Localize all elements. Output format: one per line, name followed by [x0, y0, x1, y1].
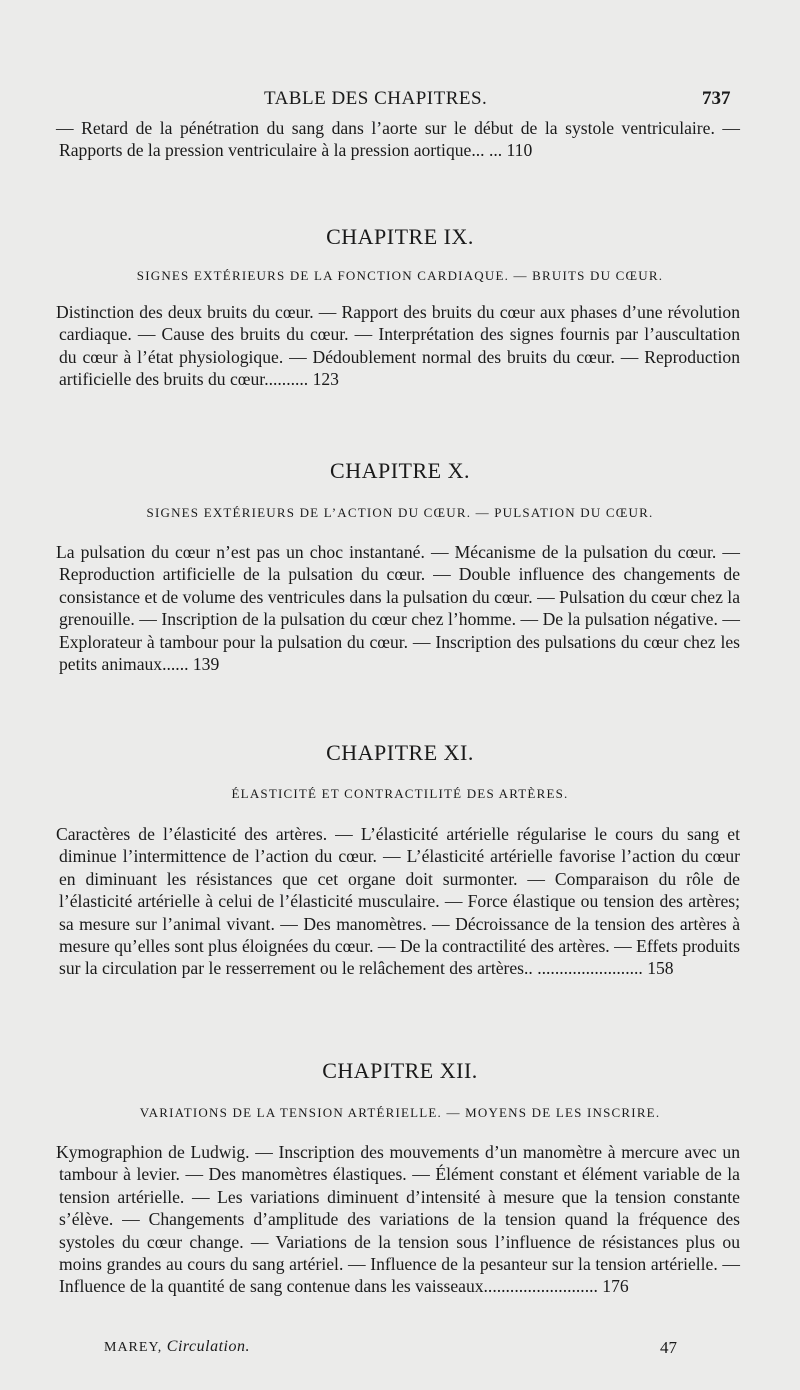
work-title: Circulation. — [166, 1338, 250, 1355]
chapter-10-subtitle: SIGNES EXTÉRIEURS DE L’ACTION DU CŒUR. — PULSATION DU CŒUR. — [146, 505, 654, 520]
chapter-11-subtitle: ÉLASTICITÉ ET CONTRACTILITÉ DES ARTÈRES. — [231, 786, 569, 801]
chapter-12-subtitle: VARIATIONS DE LA TENSION ARTÉRIELLE. — MOYENS DE LES INSCRIRE. — [139, 1105, 661, 1120]
intro-entry — [56, 117, 740, 162]
chapter-10-text: La pulsation du cœur n’est pas un choc instantané. — Mécanisme de la pulsation du cœur. — Reproduction artificielle de la pulsation du cœur. — Double influence des changements de consistance et de volume des ventricules dans la pulsation du cœur. — Pulsation du cœur chez la grenouille. — Inscription de la pulsation du cœur chez l’homme. — De la pulsation négative. — Explorateur à tambour pour la pulsation du cœur. — Inscription des pulsations du cœur chez les petits animaux...... 139 — [56, 542, 740, 675]
chapter-11-entry — [56, 823, 740, 980]
chapter-11-text: Caractères de l’élasticité des artères. — L’élasticité artérielle régularise le cours du sang et diminue l’intermittence de l’action du cœur. — L’élasticité artérielle favorise l’action du cœur en diminuant les résistances que cet organe doit surmonter. — Comparaison du rôle de l’élasticité artérielle à celui de l’élasticité musculaire. — Force élastique ou tension des artères; sa mesure sur l’animal vivant. — Des manomètres. — Décroissance de la tension des artères à mesure qu’elles sont plus éloignées du cœur. — De la contractilité des artères. — Effets produits sur la circulation par le resserrement ou le relâchement des artères.. ........................ 158 — [56, 824, 740, 979]
chapter-12-text: Kymographion de Ludwig. — Inscription des mouvements d’un manomètre à mercure avec un tambour à levier. — Des manomètres élastiques. — Élément constant et élément variable de la tension artérielle. — Les variations diminuent d’intensité à mesure que la tension constante s’élève. — Changements d’amplitude des variations de la tension quand la fréquence des systoles du cœur change. — Variations de la tension sous l’influence de résistances plus ou moins grandes au cours du sang artériel. — Influence de la pesanteur sur la tension artérielle. — Influence de la quantité de sang contenue dans les vaisseaux.......................... 176 — [56, 1142, 740, 1297]
intro-text: — Retard de la pénétration du sang dans l’aorte sur le début de la systole ventriculaire. — Rapports de la pression ventriculaire à la pression aortique... ... 110 — [56, 118, 740, 161]
chapter-9-entry — [56, 301, 740, 391]
page-footer — [0, 1338, 800, 1362]
sheet-signature: 47 — [660, 1338, 677, 1357]
page-header — [0, 88, 800, 112]
chapter-10-entry — [56, 541, 740, 675]
chapter-9-text: Distinction des deux bruits du cœur. — Rapport des bruits du cœur aux phases d’une révolution cardiaque. — Cause des bruits du cœur. — Interprétation des signes fournis par l’auscultation du cœur à l’état physiologique. — Dédoublement normal des bruits du cœur. — Reproduction artificielle des bruits du cœur.......... 123 — [56, 302, 740, 390]
chapter-12-title: CHAPITRE XII. — [322, 1058, 478, 1083]
chapter-10-title: CHAPITRE X. — [330, 458, 470, 483]
chapter-12-entry — [56, 1141, 740, 1298]
author-signature — [104, 1338, 250, 1356]
chapter-11-title: CHAPITRE XI. — [326, 740, 474, 765]
running-title: TABLE DES CHAPITRES. — [264, 88, 488, 109]
author-name: MAREY, — [104, 1340, 163, 1355]
chapter-9-title: CHAPITRE IX. — [326, 224, 474, 249]
chapter-9-subtitle: SIGNES EXTÉRIEURS DE LA FONCTION CARDIAQUE. — BRUITS DU CŒUR. — [136, 268, 664, 283]
page-number: 737 — [702, 88, 731, 109]
